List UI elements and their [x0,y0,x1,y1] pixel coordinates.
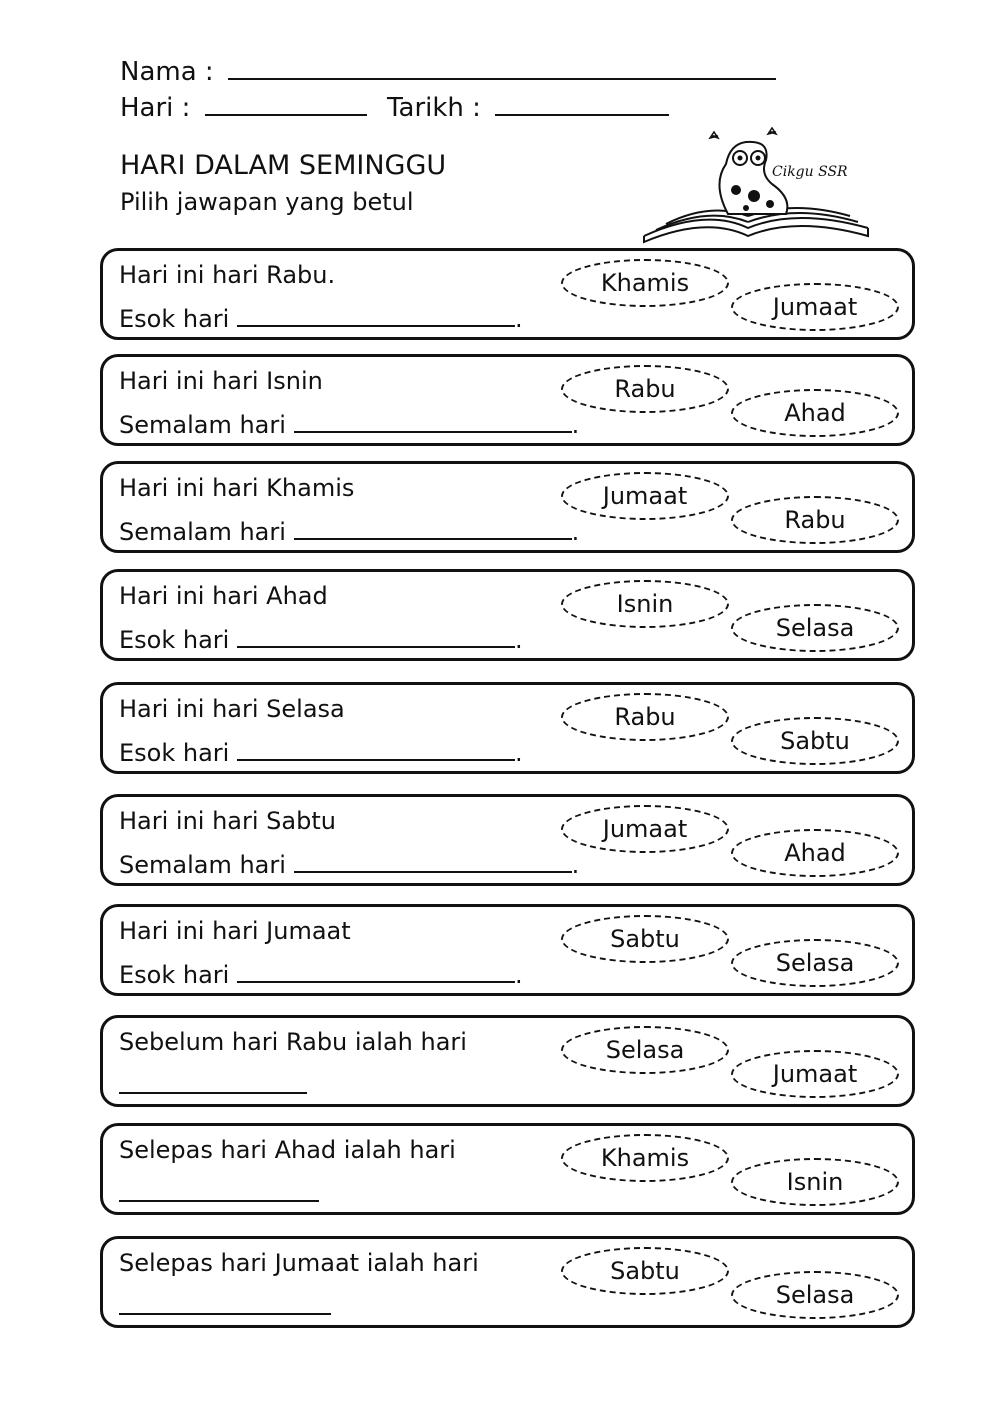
answer-end: . [514,961,523,989]
option-bubble[interactable]: Rabu [731,496,899,544]
answer-blank[interactable] [237,959,515,983]
option-bubble[interactable]: Jumaat [561,805,729,853]
nama-input-line[interactable] [228,56,776,80]
option-bubble[interactable]: Selasa [731,939,899,987]
question-text: Hari ini hari Khamis [119,474,355,502]
answer-end: . [571,518,580,546]
option-bubble[interactable]: Khamis [561,259,729,307]
answer-prefix: Esok hari [119,305,230,333]
hari-input-line[interactable] [205,92,367,116]
question-text: Hari ini hari Selasa [119,695,345,723]
worksheet-instruction: Pilih jawapan yang betul [120,188,414,216]
answer-prefix: Semalam hari [119,851,286,879]
question-text: Hari ini hari Jumaat [119,917,351,945]
question-text: Hari ini hari Rabu. [119,261,336,289]
tarikh-label: Tarikh : [386,93,481,123]
option-bubble[interactable]: Khamis [561,1134,729,1182]
question-card [100,794,915,886]
answer-end: . [514,739,523,767]
answer-row [119,516,579,546]
answer-blank[interactable] [294,409,572,433]
question-card [100,569,915,661]
question-card [100,682,915,774]
answer-row [119,737,523,767]
answer-end: . [514,626,523,654]
option-bubble[interactable]: Rabu [561,693,729,741]
answer-row [119,959,523,989]
answer-row [119,409,579,439]
answer-blank[interactable] [237,624,515,648]
answer-prefix: Semalam hari [119,518,286,546]
cikgu-ssr-watermark: Cikgu SSR [772,164,848,180]
answer-prefix: Esok hari [119,961,230,989]
answer-blank[interactable] [119,1291,331,1315]
question-card [100,904,915,996]
hari-tarikh-row [120,92,669,123]
option-bubble[interactable]: Selasa [731,604,899,652]
question-text: Hari ini hari Ahad [119,582,328,610]
answer-prefix: Esok hari [119,739,230,767]
option-bubble[interactable]: Sabtu [561,915,729,963]
option-bubble[interactable]: Isnin [561,580,729,628]
question-card [100,1123,915,1215]
option-bubble[interactable]: Sabtu [561,1247,729,1295]
option-bubble[interactable]: Jumaat [561,472,729,520]
option-bubble[interactable]: Ahad [731,829,899,877]
answer-row [119,849,579,879]
worm-on-book-illustration [636,124,876,248]
answer-row [119,1291,331,1321]
nama-label: Nama : [120,57,214,87]
option-bubble[interactable]: Rabu [561,365,729,413]
option-bubble[interactable]: Sabtu [731,717,899,765]
answer-blank[interactable] [294,849,572,873]
answer-row [119,624,523,654]
answer-end: . [571,851,580,879]
answer-blank[interactable] [237,737,515,761]
sparkle-icon [710,128,776,138]
question-text: Hari ini hari Sabtu [119,807,336,835]
option-bubble[interactable]: Jumaat [731,1050,899,1098]
tarikh-input-line[interactable] [495,92,669,116]
answer-row [119,1178,319,1208]
worksheet-title: HARI DALAM SEMINGGU [120,150,447,181]
question-card [100,1236,915,1328]
question-text: Selepas hari Ahad ialah hari [119,1136,456,1164]
option-bubble[interactable]: Selasa [731,1271,899,1319]
answer-prefix: Semalam hari [119,411,286,439]
answer-blank[interactable] [294,516,572,540]
answer-row [119,303,523,333]
question-card [100,461,915,553]
answer-blank[interactable] [119,1178,319,1202]
answer-prefix: Esok hari [119,626,230,654]
option-bubble[interactable]: Ahad [731,389,899,437]
question-card [100,1015,915,1107]
question-card [100,248,915,340]
answer-row [119,1070,307,1100]
answer-end: . [571,411,580,439]
question-card [100,354,915,446]
answer-end: . [514,305,523,333]
question-text: Selepas hari Jumaat ialah hari [119,1249,479,1277]
hari-label: Hari : [120,93,191,123]
answer-blank[interactable] [237,303,515,327]
nama-row [120,56,776,87]
answer-blank[interactable] [119,1070,307,1094]
option-bubble[interactable]: Isnin [731,1158,899,1206]
question-text: Sebelum hari Rabu ialah hari [119,1028,467,1056]
question-text: Hari ini hari Isnin [119,367,323,395]
option-bubble[interactable]: Selasa [561,1026,729,1074]
option-bubble[interactable]: Jumaat [731,283,899,331]
